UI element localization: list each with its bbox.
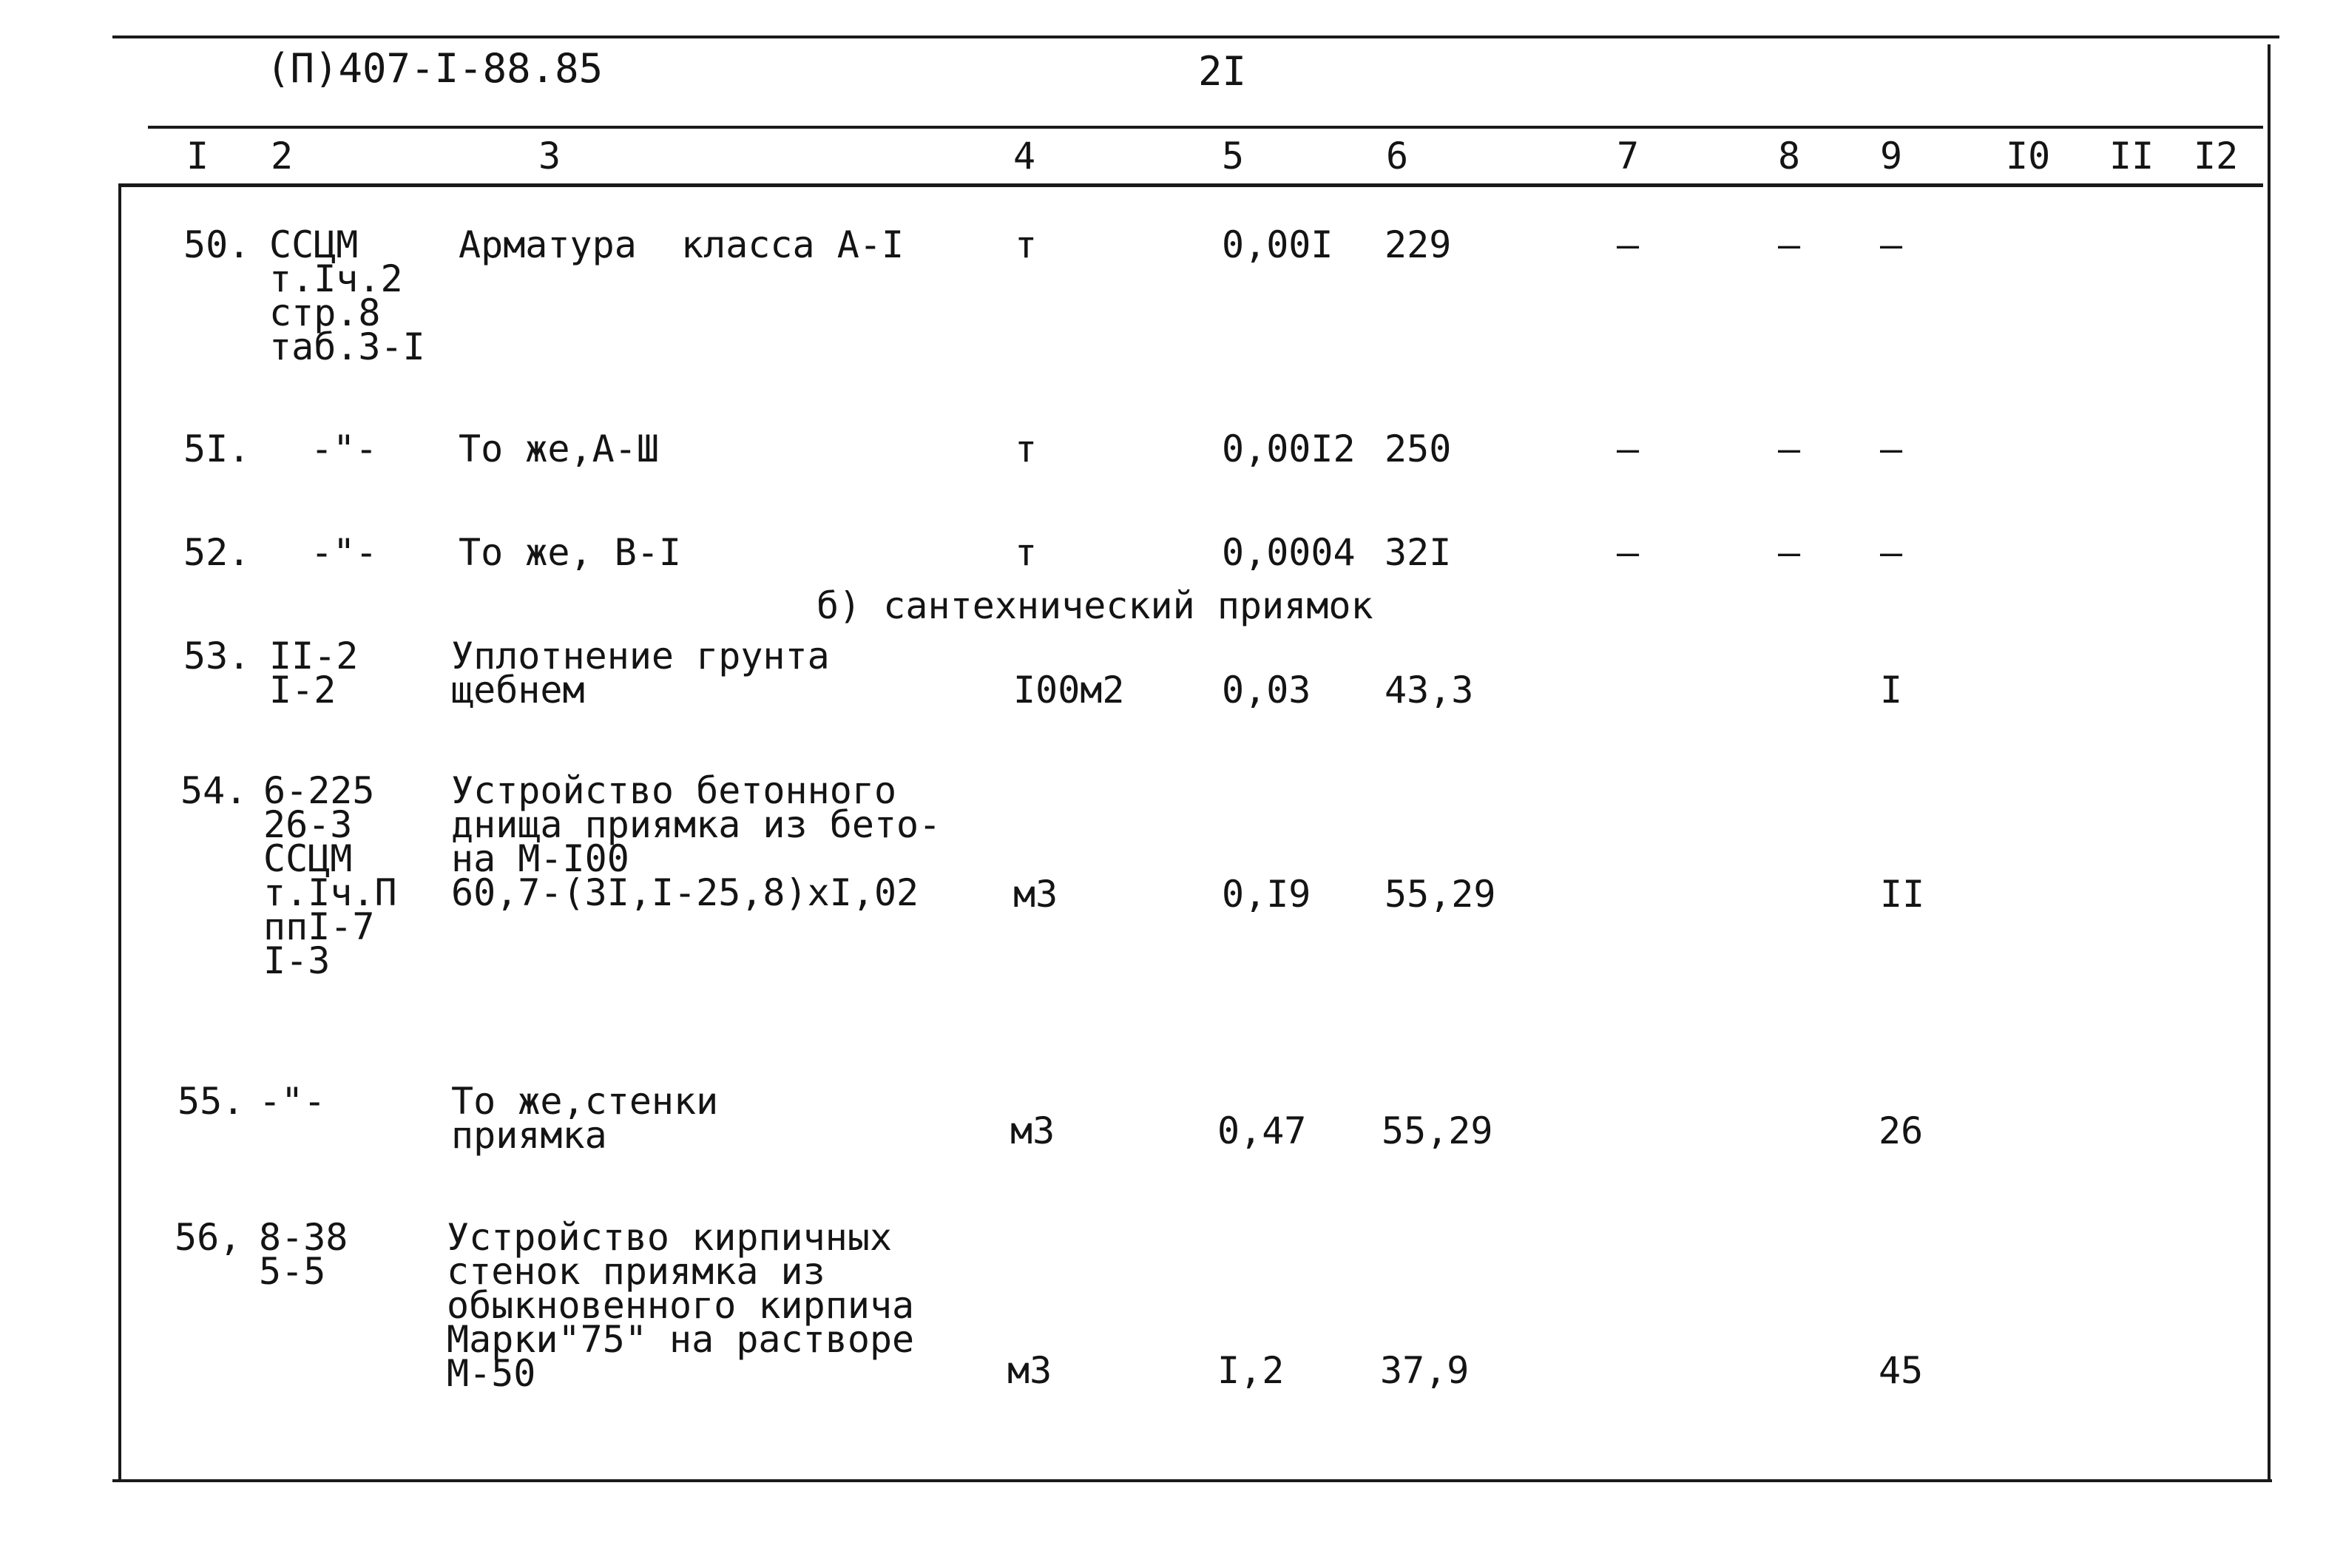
row-number: 5I. bbox=[183, 428, 251, 470]
row-quantity: 0,03 bbox=[1222, 669, 1311, 712]
row-col9: 26 bbox=[1879, 1109, 1924, 1152]
row-col9: I bbox=[1880, 669, 1903, 712]
row-quantity: 0,00I2 bbox=[1222, 428, 1356, 470]
row-price: 229 bbox=[1384, 223, 1452, 266]
row-description: Уплотнение грунта щебнем bbox=[451, 635, 830, 712]
document-code: (П)407-I-88.85 bbox=[266, 45, 604, 92]
page-number: 2I bbox=[1198, 48, 1247, 95]
column-header-1: I bbox=[186, 135, 209, 178]
row-unit: м3 bbox=[1010, 1109, 1055, 1152]
bottom-rule bbox=[112, 1479, 2272, 1482]
row-reference: -"- bbox=[311, 531, 378, 574]
column-header-rule bbox=[118, 183, 2263, 187]
row-number: 50. bbox=[183, 223, 251, 266]
row-quantity: 0,00I bbox=[1222, 223, 1333, 266]
row-col7: – bbox=[1617, 223, 1640, 266]
row-reference: II-2 I-2 bbox=[269, 635, 359, 712]
row-col9: II bbox=[1880, 873, 1925, 916]
row-reference: ССЦМ т.Iч.2 стр.8 таб.3-I bbox=[269, 223, 425, 368]
column-header-3: 3 bbox=[538, 135, 561, 178]
section-title: б) сантехнический приямок bbox=[816, 584, 1373, 627]
row-reference: 8-38 5-5 bbox=[259, 1216, 348, 1293]
row-col7: – bbox=[1617, 428, 1640, 470]
column-header-10: I0 bbox=[2006, 135, 2051, 178]
row-unit: т bbox=[1015, 428, 1038, 470]
row-unit: т bbox=[1015, 531, 1038, 574]
column-header-11: II bbox=[2109, 135, 2154, 178]
row-quantity: 0,0004 bbox=[1222, 531, 1356, 574]
row-price: 250 bbox=[1384, 428, 1452, 470]
row-reference: -"- bbox=[311, 428, 378, 470]
row-price: 37,9 bbox=[1380, 1349, 1470, 1392]
row-description: Устройство кирпичных стенок приямка из обыкновенного кирпича Марки"75" на растворе М-50 bbox=[447, 1216, 915, 1395]
row-unit: м3 bbox=[1007, 1349, 1052, 1392]
row-reference: 6-225 26-3 ССЦМ т.Iч.П ппI-7 I-3 bbox=[263, 769, 397, 982]
row-description: Арматура класса А-I bbox=[459, 223, 905, 266]
row-description: То же,А-Ш bbox=[459, 428, 659, 470]
header-rule bbox=[148, 126, 2263, 129]
row-quantity: 0,I9 bbox=[1222, 873, 1311, 916]
row-description: То же,стенки приямка bbox=[451, 1080, 719, 1157]
row-description: Устройство бетонного днища приямка из бето- на М-I00 60,7-(3I,I-25,8)хI,02 bbox=[451, 769, 941, 914]
row-price: 43,3 bbox=[1384, 669, 1474, 712]
left-border bbox=[118, 185, 121, 1481]
row-number: 55. bbox=[178, 1080, 245, 1123]
row-quantity: I,2 bbox=[1217, 1349, 1285, 1392]
row-number: 56, bbox=[175, 1216, 242, 1259]
column-header-9: 9 bbox=[1880, 135, 1903, 178]
row-col8: – bbox=[1778, 223, 1801, 266]
row-reference: -"- bbox=[259, 1080, 326, 1123]
row-col8: – bbox=[1778, 531, 1801, 574]
column-header-6: 6 bbox=[1386, 135, 1409, 178]
column-header-7: 7 bbox=[1617, 135, 1640, 178]
row-col9: – bbox=[1880, 531, 1903, 574]
row-price: 32I bbox=[1384, 531, 1452, 574]
column-header-4: 4 bbox=[1013, 135, 1036, 178]
row-unit: т bbox=[1015, 223, 1038, 266]
right-border bbox=[2268, 44, 2271, 1481]
column-header-2: 2 bbox=[271, 135, 294, 178]
row-description: То же, В-I bbox=[459, 531, 682, 574]
row-col7: – bbox=[1617, 531, 1640, 574]
column-header-5: 5 bbox=[1222, 135, 1245, 178]
row-price: 55,29 bbox=[1382, 1109, 1493, 1152]
row-col8: – bbox=[1778, 428, 1801, 470]
column-header-12: I2 bbox=[2194, 135, 2239, 178]
top-rule bbox=[112, 36, 2279, 38]
row-price: 55,29 bbox=[1384, 873, 1496, 916]
row-number: 52. bbox=[183, 531, 251, 574]
row-col9: – bbox=[1880, 223, 1903, 266]
row-quantity: 0,47 bbox=[1217, 1109, 1307, 1152]
row-col9: 45 bbox=[1879, 1349, 1924, 1392]
row-number: 54. bbox=[180, 769, 248, 812]
row-number: 53. bbox=[183, 635, 251, 677]
row-col9: – bbox=[1880, 428, 1903, 470]
column-header-8: 8 bbox=[1778, 135, 1801, 178]
row-unit: I00м2 bbox=[1013, 669, 1125, 712]
row-unit: м3 bbox=[1013, 873, 1058, 916]
